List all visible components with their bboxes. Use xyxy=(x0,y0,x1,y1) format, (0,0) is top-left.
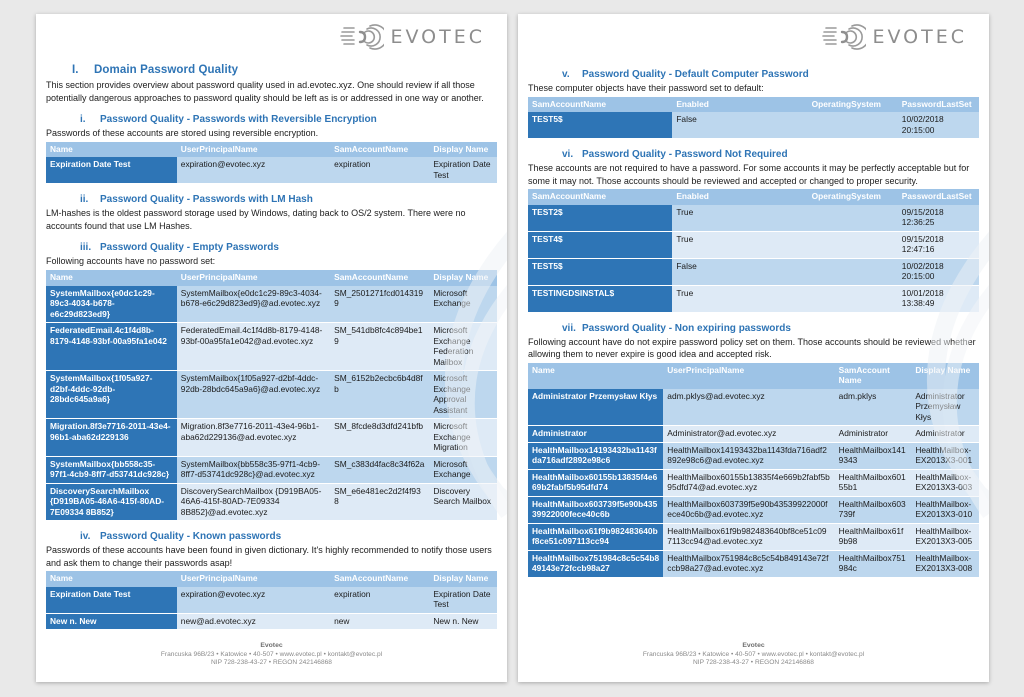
table-row[interactable] xyxy=(528,442,979,469)
section-number: I. xyxy=(72,64,79,76)
cell-name: Expiration Date Test xyxy=(46,157,177,184)
cell-col-1: HealthMailbox603739f5e90b43539922000fece40c6b xyxy=(528,496,663,523)
cell-col-4: New n. New xyxy=(429,613,497,630)
subsection-number: v. xyxy=(562,69,570,80)
cell-col-2: SystemMailbox{bb558c35-97f1-4cb9-8ff7-d53741dc928c}@ad.evotec.xyz xyxy=(177,456,330,483)
column-header: SamAccountName xyxy=(330,142,429,158)
footer-registry-line: NIP 728-238-43-27 • REGON 242146868 xyxy=(693,659,814,667)
table-row[interactable] xyxy=(46,371,497,419)
cell-upn: expiration@evotec.xyz xyxy=(177,157,330,184)
cell-col-1: SystemMailbox{e0dc1c29-89c3-4034-b678-e6c29d823ed9} xyxy=(46,286,177,323)
column-header: Name xyxy=(46,571,177,587)
column-header: OperatingSystem xyxy=(808,97,898,113)
table-body xyxy=(528,205,979,313)
table-header-row xyxy=(46,270,497,286)
cell-col-3: SM_c383d4fac8c34f62a xyxy=(330,456,429,483)
cell-col-1: TEST4$ xyxy=(528,231,672,258)
cell-col-1: HealthMailbox14193432ba1143fda716adf2892e98c6 xyxy=(528,442,663,469)
column-header: Name xyxy=(528,363,663,389)
section-intro: This section provides overview about password quality used in ad.evotec.xyz. One should review if all those potentially dangerous approaches to password quality should be left as is or addressed in one way or another. xyxy=(46,80,484,103)
cell-sam: expiration xyxy=(330,157,429,184)
table-row[interactable] xyxy=(46,157,497,184)
cell-display: Expiration Date Test xyxy=(429,157,497,184)
subsection-title: Password Quality - Known passwords xyxy=(100,531,282,543)
cell-col-1: TESTINGDSINSTAL$ xyxy=(528,285,672,312)
table-row[interactable] xyxy=(46,483,497,521)
cell-col-3 xyxy=(808,258,898,285)
cell-col-4: 10/01/2018 13:38:49 xyxy=(898,285,979,312)
subsection-desc-vi: These accounts are not required to have a password. For some accounts it may be perfectly acceptable but for some it may not. Those accounts should be reviewed and accepted or changed to proper security. xyxy=(528,163,970,186)
table-row[interactable] xyxy=(46,587,497,614)
table-row[interactable] xyxy=(46,323,497,371)
cell-col-1: DiscoverySearchMailbox {D919BA05-46A6-415f-80AD-7E09334 8B852} xyxy=(46,483,177,521)
subsection-number: iv. xyxy=(80,531,91,543)
column-header: PasswordLastSet xyxy=(898,189,979,205)
cell-col-3: HealthMailbox61f9b98 xyxy=(835,523,912,550)
cell-col-3: adm.pklys xyxy=(835,389,912,426)
subsection-title: Password Quality - Empty Passwords xyxy=(100,242,279,254)
table-row[interactable] xyxy=(528,496,979,523)
document-page-2[interactable] xyxy=(518,14,989,682)
subsection-heading-i xyxy=(80,114,497,125)
column-header: UserPrincipalName xyxy=(177,142,330,158)
logo-wordmark: EVOTEC xyxy=(872,26,967,48)
subsection-heading-iv xyxy=(80,531,497,542)
cell-col-3 xyxy=(808,285,898,312)
subsection-heading-vii xyxy=(562,323,979,334)
subsection-heading-v xyxy=(562,69,979,80)
page-footer xyxy=(36,642,507,668)
column-header: Name xyxy=(46,142,177,158)
page-title xyxy=(72,64,497,76)
cell-col-3 xyxy=(808,231,898,258)
column-header: SamAccountName xyxy=(528,97,672,113)
cell-col-1: TEST5$ xyxy=(528,112,672,139)
table-header-row xyxy=(528,363,979,389)
table-header-row xyxy=(528,97,979,113)
subsection-title: Password Quality - Non expiring passwords xyxy=(582,322,791,334)
column-header: PasswordLastSet xyxy=(898,97,979,113)
brand-logo-row xyxy=(46,14,497,60)
cell-col-2: HealthMailbox751984c8c5c54b849143e72fccb98a27@ad.evotec.xyz xyxy=(663,550,834,577)
subsection-number: iii. xyxy=(80,242,92,254)
cell-col-4: Administrator Przemysław Kłys xyxy=(911,389,979,426)
cell-col-2: DiscoverySearchMailbox {D919BA05-46A6-415f-80AD-7E09334 8B852}@ad.evotec.xyz xyxy=(177,483,330,521)
table-row[interactable] xyxy=(528,550,979,577)
evotec-logo xyxy=(822,22,967,52)
cell-col-3 xyxy=(808,205,898,232)
subsection-number: vii. xyxy=(562,322,576,334)
cell-col-4: HealthMailbox-EX2013X3-001 xyxy=(911,442,979,469)
column-header: Display Name xyxy=(911,363,979,389)
cell-col-1: TEST2$ xyxy=(528,205,672,232)
cell-col-1: SystemMailbox{1f05a927-d2bf-4ddc-92db-28bdc645a9a6} xyxy=(46,371,177,419)
subsection-heading-iii xyxy=(80,242,497,253)
table-known-passwords[interactable] xyxy=(46,571,497,630)
cell-col-3: SM_e6e481ec2d2f4f938 xyxy=(330,483,429,521)
cell-col-4: Microsoft Exchange Federation Mailbox xyxy=(429,323,497,371)
table-row[interactable] xyxy=(528,389,979,426)
section-title: Domain Password Quality xyxy=(94,64,239,76)
footer-address-line: Francuska 96B/23 • Katowice • 40-507 • www.evotec.pl • kontakt@evotec.pl xyxy=(160,650,383,658)
cell-col-4: 09/15/2018 12:47:16 xyxy=(898,231,979,258)
cell-col-1: SystemMailbox{bb558c35-97f1-4cb9-8ff7-d53741dc928c} xyxy=(46,456,177,483)
table-row[interactable] xyxy=(528,112,979,139)
cell-col-1: New n. New xyxy=(46,613,177,630)
cell-col-3: SM_6152b2ecbc6b4d8fb xyxy=(330,371,429,419)
cell-col-2: expiration@evotec.xyz xyxy=(177,587,330,614)
cell-col-2: True xyxy=(672,205,807,232)
table-row[interactable] xyxy=(528,231,979,258)
cell-col-4: Discovery Search Mailbox xyxy=(429,483,497,521)
subsection-desc-iv: Passwords of these accounts have been found in given dictionary. It's highly recommended to notify those users and ask them to change their passwords asap! xyxy=(46,545,492,568)
cell-col-4: Administrator xyxy=(911,426,979,443)
cell-col-4: HealthMailbox-EX2013X3-010 xyxy=(911,496,979,523)
table-header-row xyxy=(46,142,497,158)
column-header: Display Name xyxy=(429,142,497,158)
subsection-number: vi. xyxy=(562,149,574,161)
cell-col-2: HealthMailbox603739f5e90b43539922000fece40c6b@ad.evotec.xyz xyxy=(663,496,834,523)
table-row[interactable] xyxy=(528,523,979,550)
subsection-title: Password Quality - Password Not Required xyxy=(582,149,788,161)
table-row[interactable] xyxy=(528,469,979,496)
subsection-desc-i: Passwords of these accounts are stored using reversible encryption. xyxy=(46,128,319,139)
evotec-swirl-icon xyxy=(340,22,384,52)
cell-col-4: Microsoft Exchange xyxy=(429,286,497,323)
cell-col-4: Microsoft Exchange Approval Assistant xyxy=(429,371,497,419)
cell-col-2: SystemMailbox{e0dc1c29-89c3-4034-b678-e6c29d823ed9}@ad.evotec.xyz xyxy=(177,286,330,323)
page-footer xyxy=(518,642,989,668)
cell-col-4: HealthMailbox-EX2013X3-005 xyxy=(911,523,979,550)
table-body xyxy=(46,286,497,521)
cell-col-3: HealthMailbox751984c xyxy=(835,550,912,577)
evotec-swirl-icon xyxy=(822,22,866,52)
footer-company: Evotec xyxy=(742,642,765,650)
column-header: SamAccount Name xyxy=(835,363,912,389)
logo-wordmark: EVOTEC xyxy=(390,26,485,48)
subsection-desc-iii: Following accounts have no password set: xyxy=(46,256,216,267)
cell-col-1: TEST5$ xyxy=(528,258,672,285)
column-header: Name xyxy=(46,270,177,286)
cell-col-2: False xyxy=(672,258,807,285)
subsection-title: Password Quality - Passwords with Reversible Encryption xyxy=(100,114,377,126)
cell-col-3: HealthMailbox603739f xyxy=(835,496,912,523)
cell-col-1: Administrator xyxy=(528,426,663,443)
column-header: UserPrincipalName xyxy=(663,363,834,389)
cell-col-2: False xyxy=(672,112,807,139)
cell-col-2: HealthMailbox14193432ba1143fda716adf2892e98c6@ad.evotec.xyz xyxy=(663,442,834,469)
cell-col-3: expiration xyxy=(330,587,429,614)
cell-col-1: HealthMailbox60155b13835f4e669b2fabf5b95dfd74 xyxy=(528,469,663,496)
cell-col-4: Expiration Date Test xyxy=(429,587,497,614)
cell-col-4: Microsoft Exchange Migration xyxy=(429,419,497,457)
table-reversible-encryption[interactable] xyxy=(46,142,497,185)
table-row[interactable] xyxy=(46,419,497,457)
subsection-number: ii. xyxy=(80,194,89,206)
subsection-desc-vii: Following account have do not expire password policy set on them. Those accounts should be reviewed whether allowing them to never expire is good idea and accepted risk. xyxy=(528,336,976,360)
cell-col-3: HealthMailbox1419343 xyxy=(835,442,912,469)
column-header: UserPrincipalName xyxy=(177,270,330,286)
cell-col-2: FederatedEmail.4c1f4d8b-8179-4148-93bf-00a95fa1e042@ad.evotec.xyz xyxy=(177,323,330,371)
cell-col-2: HealthMailbox61f9b982483640bf8ce51c097113cc94@ad.evotec.xyz xyxy=(663,523,834,550)
table-body xyxy=(46,587,497,630)
column-header: Display Name xyxy=(429,270,497,286)
cell-col-4: 10/02/2018 20:15:00 xyxy=(898,112,979,139)
table-non-expiring-passwords[interactable] xyxy=(528,363,979,578)
subsection-heading-vi xyxy=(562,149,979,160)
table-header-row xyxy=(46,571,497,587)
brand-logo-row xyxy=(528,14,979,60)
table-body xyxy=(528,112,979,139)
table-row[interactable] xyxy=(46,286,497,323)
cell-col-4: 09/15/2018 12:36:25 xyxy=(898,205,979,232)
cell-col-4: 10/02/2018 20:15:00 xyxy=(898,258,979,285)
table-default-computer-password[interactable] xyxy=(528,97,979,140)
footer-company: Evotec xyxy=(260,642,283,650)
table-row[interactable] xyxy=(528,285,979,312)
subsection-desc-ii: LM-hashes is the oldest password storage used by Windows, dating back to OS/2 system. There were no accounts found that use LM Hashes. xyxy=(46,208,466,231)
table-row[interactable] xyxy=(528,258,979,285)
cell-col-2: True xyxy=(672,231,807,258)
cell-col-1: HealthMailbox751984c8c5c54b849143e72fccb98a27 xyxy=(528,550,663,577)
subsection-heading-ii xyxy=(80,194,497,205)
table-row[interactable] xyxy=(46,456,497,483)
evotec-logo xyxy=(340,22,485,52)
column-header: OperatingSystem xyxy=(808,189,898,205)
table-row[interactable] xyxy=(528,426,979,443)
cell-col-1: Expiration Date Test xyxy=(46,587,177,614)
cell-col-2: Migration.8f3e7716-2011-43e4-96b1-aba62d229136@ad.evotec.xyz xyxy=(177,419,330,457)
cell-col-4: HealthMailbox-EX2013X3-008 xyxy=(911,550,979,577)
cell-col-4: Microsoft Exchange xyxy=(429,456,497,483)
cell-col-1: FederatedEmail.4c1f4d8b-8179-4148-93bf-00a95fa1e042 xyxy=(46,323,177,371)
table-body xyxy=(528,389,979,578)
cell-col-2: True xyxy=(672,285,807,312)
table-password-not-required[interactable] xyxy=(528,189,979,313)
cell-col-2: HealthMailbox60155b13835f4e669b2fabf5b95dfd74@ad.evotec.xyz xyxy=(663,469,834,496)
cell-col-1: Administrator Przemysław Kłys xyxy=(528,389,663,426)
column-header: Display Name xyxy=(429,571,497,587)
cell-col-3: Administrator xyxy=(835,426,912,443)
table-header-row xyxy=(528,189,979,205)
column-header: SamAccountName xyxy=(330,270,429,286)
cell-col-3: SM_8fcde8d3dfd241bfb xyxy=(330,419,429,457)
cell-col-3: SM_2501271fcd0143199 xyxy=(330,286,429,323)
cell-col-3 xyxy=(808,112,898,139)
cell-col-3: SM_541db8fc4c894be19 xyxy=(330,323,429,371)
cell-col-2: Administrator@ad.evotec.xyz xyxy=(663,426,834,443)
column-header: Enabled xyxy=(672,97,807,113)
subsection-number: i. xyxy=(80,114,86,126)
cell-col-2: adm.pklys@ad.evotec.xyz xyxy=(663,389,834,426)
document-page-1[interactable] xyxy=(36,14,507,682)
cell-col-4: HealthMailbox-EX2013X3-003 xyxy=(911,469,979,496)
footer-registry-line: NIP 728-238-43-27 • REGON 242146868 xyxy=(211,659,332,667)
cell-col-3: new xyxy=(330,613,429,630)
subsection-title: Password Quality - Default Computer Password xyxy=(582,69,809,80)
table-row[interactable] xyxy=(46,613,497,630)
cell-col-2: SystemMailbox{1f05a927-d2bf-4ddc-92db-28bdc645a9a6}@ad.evotec.xyz xyxy=(177,371,330,419)
cell-col-2: new@ad.evotec.xyz xyxy=(177,613,330,630)
cell-col-3: HealthMailbox60155b1 xyxy=(835,469,912,496)
table-empty-passwords[interactable] xyxy=(46,270,497,521)
column-header: UserPrincipalName xyxy=(177,571,330,587)
column-header: SamAccountName xyxy=(528,189,672,205)
subsection-desc-v: These computer objects have their password set to default: xyxy=(528,83,764,93)
footer-address-line: Francuska 96B/23 • Katowice • 40-507 • www.evotec.pl • kontakt@evotec.pl xyxy=(642,650,865,658)
column-header: SamAccountName xyxy=(330,571,429,587)
column-header: Enabled xyxy=(672,189,807,205)
cell-col-1: Migration.8f3e7716-2011-43e4-96b1-aba62d229136 xyxy=(46,419,177,457)
subsection-title: Password Quality - Passwords with LM Hash xyxy=(100,194,313,206)
cell-col-1: HealthMailbox61f9b982483640bf8ce51c097113cc94 xyxy=(528,523,663,550)
table-row[interactable] xyxy=(528,205,979,232)
